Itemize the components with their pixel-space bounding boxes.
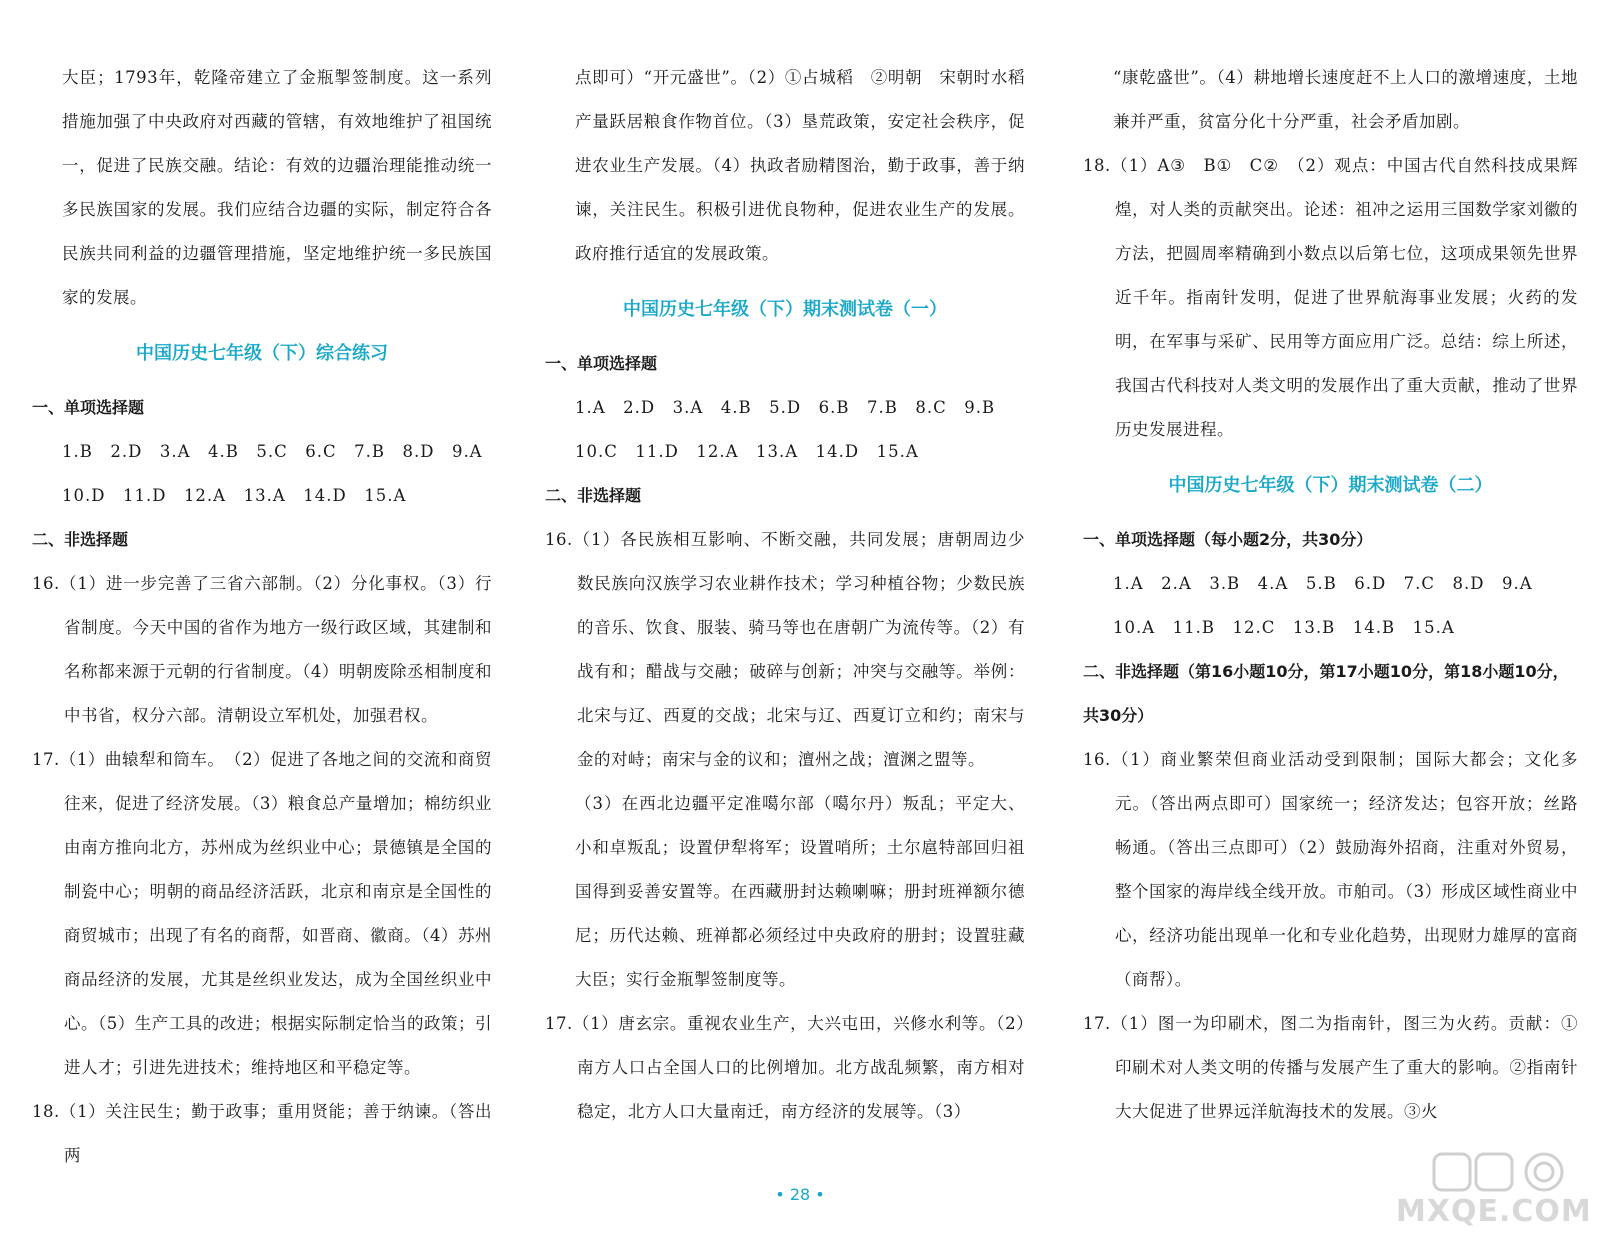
- left-question-18: 18.（1）关注民生；勤于政事；重用贤能；善于纳谏。（答出两: [32, 1102, 492, 1165]
- middle-question-16-part-3: （3）在西北边疆平定准噶尔部（噶尔丹）叛乱；平定大、小和卓叛乱；设置伊犁将军；设置哨所；土尔扈特部回归祖国得到妥善安置等。在西藏册封达赖喇嘛；册封班禅额尔德尼；历代达赖、班禅都必须经过中央政府的册封；设置驻藏大臣；实行金瓶掣签制度等。: [575, 794, 1025, 989]
- middle-question-16: 16.（1）各民族相互影响、不断交融，共同发展；唐朝周边少数民族向汉族学习农业耕作技术；学习种植谷物；少数民族的音乐、饮食、服装、骑马等也在唐朝广为流传等。（2）有战有和；醋战与交融；破碎与创新；冲突与交融等。举例：北宋与辽、西夏的交战；北宋与辽、西夏订立和约；南宋与金的对峙；南宋与金的议和；澶州之战；澶渊之盟等。: [545, 530, 1025, 769]
- left-answers-row-2: 10.D 11.D 12.A 13.A 14.D 15.A: [62, 486, 407, 505]
- left-question-16: 16.（1）进一步完善了三省六部制。（2）分化事权。（3）行省制度。今天中国的省作为地方一级行政区域，其建制和名称都来源于元朝的行省制度。（4）明朝废除丞相制度和中书省，权分六部。清朝设立军机处，加强君权。: [32, 574, 492, 725]
- watermark-text: MXQE.COM: [1396, 1194, 1592, 1229]
- right-section-title: 中国历史七年级（下）期末测试卷（二）: [1168, 475, 1493, 496]
- left-column: [32, 56, 492, 1178]
- middle-answers-row-2: 10.C 11.D 12.A 13.A 14.D 15.A: [575, 442, 919, 461]
- page-number: • 28 •: [775, 1185, 825, 1204]
- left-intro-paragraph: 大臣；1793年，乾隆帝建立了金瓶掣签制度。这一系列措施加强了中央政府对西藏的管辖，有效地维护了祖国统一，促进了民族交融。结论：有效的边疆治理能推动统一多民族国家的发展。我们应结合边疆的实际，制定符合各民族共同利益的边疆管理措施，坚定地维护统一多民族国家的发展。: [62, 68, 492, 307]
- middle-section-title: 中国历史七年级（下）期末测试卷（一）: [623, 299, 947, 320]
- middle-intro-paragraph: 点即可）“开元盛世”。（2）①占城稻 ②明朝 宋朝时水稻产量跃居粮食作物首位。（3）垦荒政策，安定社会秩序，促进农业生产发展。（4）执政者励精图治，勤于政事，善于纳谏，关注民生。积极引进优良物种，促进农业生产的发展。政府推行适宜的发展政策。: [575, 68, 1025, 263]
- right-answers-row-2: 10.A 11.B 12.C 13.B 14.B 15.A: [1113, 618, 1455, 637]
- left-heading-non-choice: 二、非选择题: [32, 530, 129, 549]
- right-heading-single-choice: 一、单项选择题（每小题2分，共30分）: [1083, 530, 1373, 549]
- left-question-17: 17.（1）曲辕犁和筒车。 （2）促进了各地之间的交流和商贸往来，促进了经济发展。（3）粮食总产量增加；棉纺织业由南方推向北方，苏州成为丝织业中心；景德镇是全国的制瓷中心；明朝的商品经济活跃，北京和南京是全国性的商贸城市；出现了有名的商帮，如晋商、徽商。（4）苏州商品经济的发展，尤其是丝织业发达，成为全国丝织业中心。（5）生产工具的改进；根据实际制定恰当的政策；引进人才；引进先进技术；维持地区和平稳定等。: [32, 750, 492, 1077]
- left-section-title: 中国历史七年级（下）综合练习: [136, 343, 388, 364]
- right-heading-non-choice: 二、非选择题（第16小题10分，第17小题10分，第18小题10分，共30分）: [1083, 662, 1569, 725]
- middle-heading-non-choice: 二、非选择题: [545, 486, 642, 505]
- watermark: [1392, 1150, 1592, 1230]
- middle-question-17: 17.（1）唐玄宗。重视农业生产，大兴屯田，兴修水利等。（2）南方人口占全国人口的比例增加。北方战乱频繁，南方相对稳定，北方人口大量南迁，南方经济的发展等。（3）: [545, 1014, 1025, 1121]
- right-intro-paragraph: “康乾盛世”。（4）耕地增长速度赶不上人口的激增速度，土地兼并严重，贫富分化十分严重，社会矛盾加剧。: [1113, 68, 1578, 131]
- right-question-17: 17.（1）图一为印刷术，图二为指南针，图三为火药。贡献：①印刷术对人类文明的传播与发展产生了重大的影响。②指南针大大促进了世界远洋航海技术的发展。③火: [1083, 1014, 1578, 1121]
- watermark-logo-icon: [1432, 1150, 1582, 1194]
- right-question-18: 18.（1）A③ B① C② （2）观点：中国古代自然科技成果辉煌，对人类的贡献突出。论述：祖冲之运用三国数学家刘徽的方法，把圆周率精确到小数点以后第七位，这项成果领先世界近千年。指南针发明，促进了世界航海事业发展；火药的发明，在军事与采矿、民用等方面应用广泛。总结：综上所述，我国古代科技对人类文明的发展作出了重大贡献，推动了世界历史发展进程。: [1083, 156, 1578, 439]
- right-column: [1083, 56, 1578, 1134]
- right-answers-row-1: 1.A 2.A 3.B 4.A 5.B 6.D 7.C 8.D 9.A: [1113, 574, 1533, 593]
- middle-column: [545, 56, 1025, 1134]
- right-question-16: 16.（1）商业繁荣但商业活动受到限制；国际大都会；文化多元。（答出两点即可）国家统一；经济发达；包容开放；丝路畅通。（答出三点即可）（2）鼓励海外招商，注重对外贸易，整个国家的海岸线全线开放。市舶司。（3）形成区域性商业中心，经济功能出现单一化和专业化趋势，出现财力雄厚的富商（商帮）。: [1083, 750, 1578, 989]
- left-heading-single-choice: 一、单项选择题: [32, 398, 145, 417]
- middle-heading-single-choice: 一、单项选择题: [545, 354, 658, 373]
- left-answers-row-1: 1.B 2.D 3.A 4.B 5.C 6.C 7.B 8.D 9.A: [62, 442, 483, 461]
- middle-answers-row-1: 1.A 2.D 3.A 4.B 5.D 6.B 7.B 8.C 9.B: [575, 398, 996, 417]
